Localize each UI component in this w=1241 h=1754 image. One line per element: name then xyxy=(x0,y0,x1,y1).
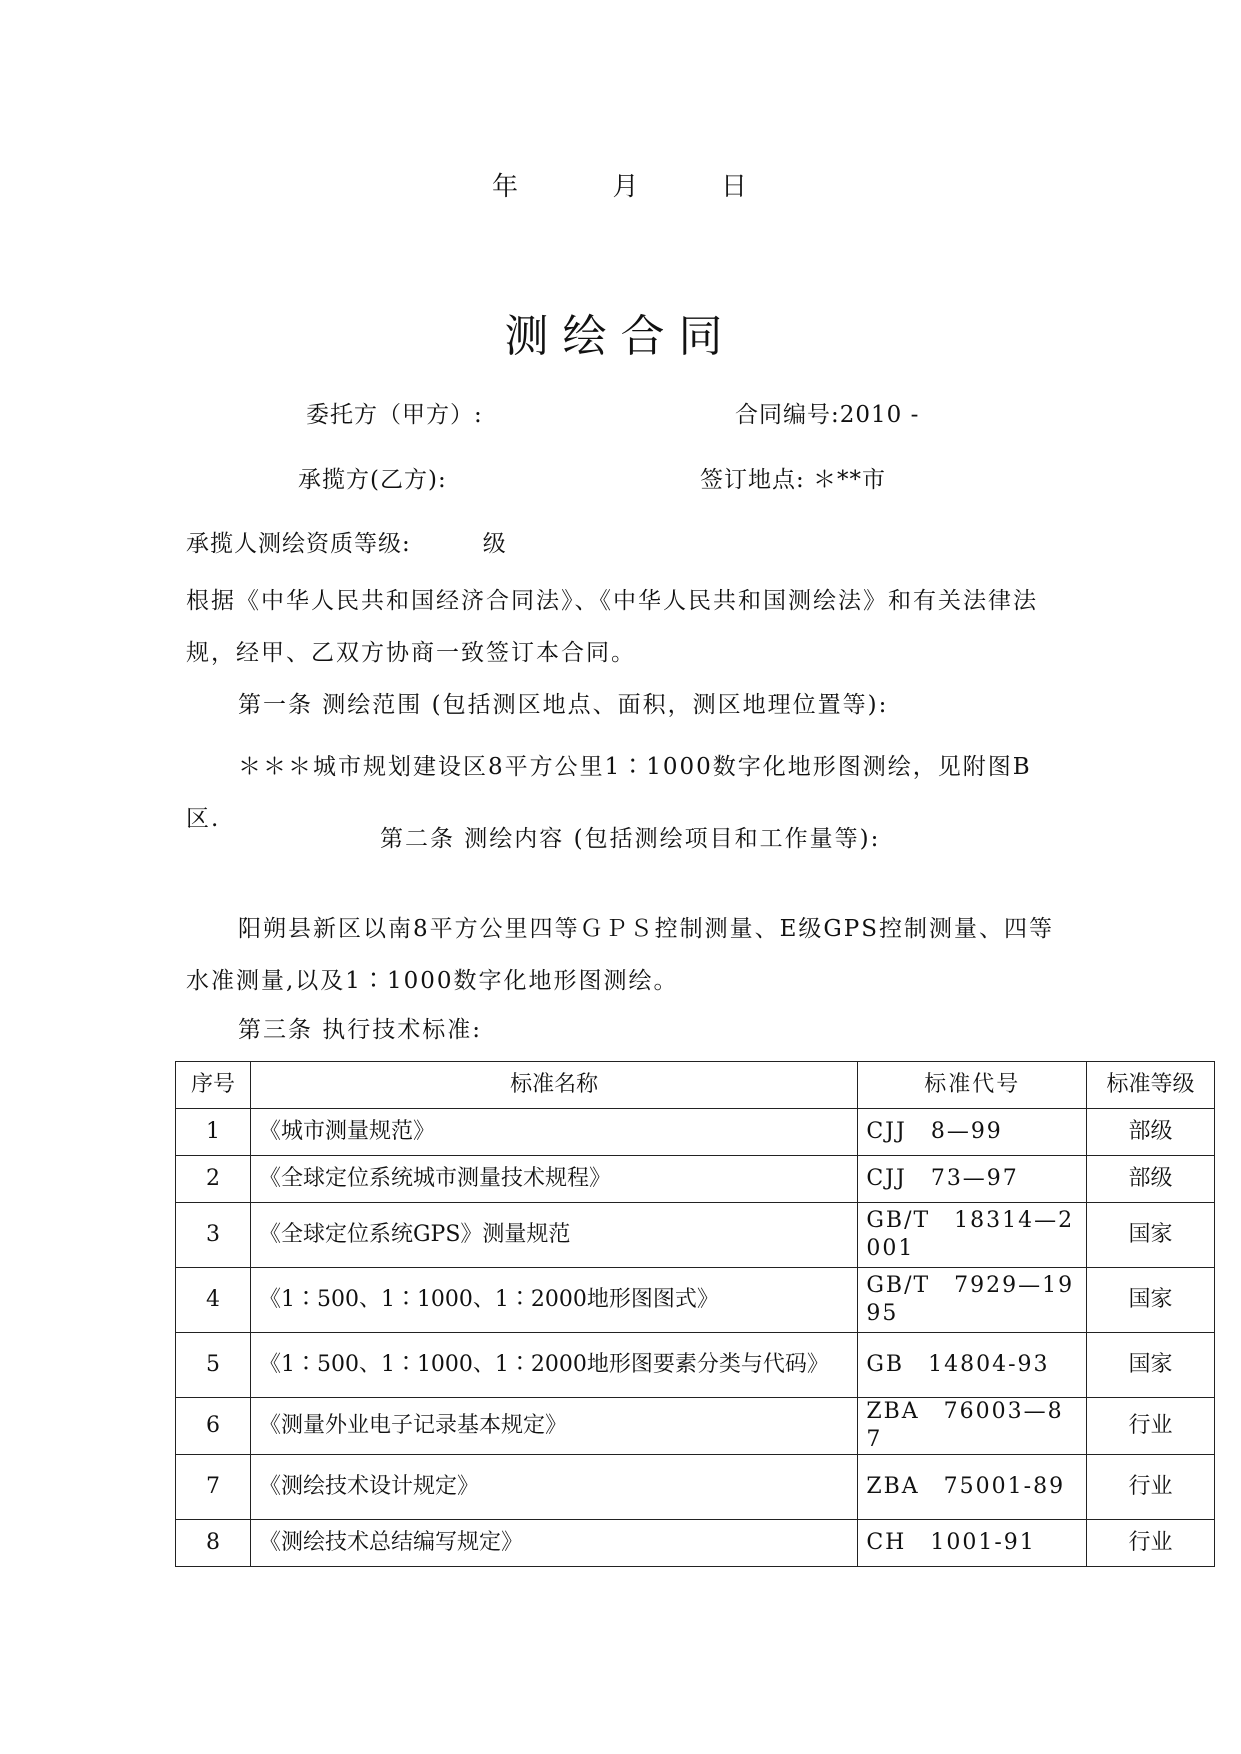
row-code: GB/T 7929—1995 xyxy=(858,1268,1087,1333)
header-code: 标准代号 xyxy=(858,1062,1087,1109)
article-1-title: 第一条 测绘范围 (包括测区地点、面积，测区地理位置等): xyxy=(238,692,889,718)
header-name: 标准名称 xyxy=(250,1062,857,1109)
row-code: GB/T 18314—2001 xyxy=(858,1203,1087,1268)
client-label: 委托方（甲方）: xyxy=(306,402,483,428)
row-no: 8 xyxy=(176,1520,251,1567)
row-level: 部级 xyxy=(1087,1156,1215,1203)
article-2-body: 阳朔县新区以南8平方公里四等ＧＰＳ控制测量、E级GPS控制测量、四等水准测量,以及1∶1000数字化地形图测绘。 xyxy=(186,916,1055,994)
row-code: ZBA 76003—87 xyxy=(858,1398,1087,1455)
row-name: 《测绘技术设计规定》 xyxy=(250,1455,857,1520)
table-row xyxy=(176,1333,1215,1398)
row-name: 《1∶500、1∶1000、1∶2000地形图要素分类与代码》 xyxy=(250,1333,857,1398)
header-level: 标准等级 xyxy=(1087,1062,1215,1109)
table-row xyxy=(176,1268,1215,1333)
row-no: 4 xyxy=(176,1268,251,1333)
table-header-row xyxy=(176,1062,1215,1109)
date-month: 月 xyxy=(612,172,641,202)
row-code: GB 14804-93 xyxy=(858,1333,1087,1398)
row-no: 1 xyxy=(176,1109,251,1156)
row-level: 国家 xyxy=(1087,1333,1215,1398)
row-code: CJJ 8—99 xyxy=(858,1109,1087,1156)
row-level: 行业 xyxy=(1087,1520,1215,1567)
table-row xyxy=(176,1109,1215,1156)
standards-table xyxy=(175,1061,1215,1567)
table-row xyxy=(176,1203,1215,1268)
contract-basis: 根据《中华人民共和国经济合同法》、《中华人民共和国测绘法》和有关法律法规，经甲、乙双方协商一致签订本合同。 xyxy=(186,588,1038,666)
contract-number: 合同编号:2010 - xyxy=(735,402,920,428)
row-no: 7 xyxy=(176,1455,251,1520)
row-name: 《全球定位系统GPS》测量规范 xyxy=(250,1203,857,1268)
row-name: 《城市测量规范》 xyxy=(250,1109,857,1156)
row-code: CJJ 73—97 xyxy=(858,1156,1087,1203)
table-row xyxy=(176,1455,1215,1520)
row-name: 《全球定位系统城市测量技术规程》 xyxy=(250,1156,857,1203)
row-level: 部级 xyxy=(1087,1109,1215,1156)
date-line xyxy=(0,166,1241,203)
table-row xyxy=(176,1156,1215,1203)
row-no: 5 xyxy=(176,1333,251,1398)
row-level: 国家 xyxy=(1087,1268,1215,1333)
date-year: 年 xyxy=(491,172,520,202)
article-2-title: 第二条 测绘内容 (包括测绘项目和工作量等): xyxy=(380,826,881,852)
qualification-level: 承揽人测绘资质等级: 级 xyxy=(186,531,507,557)
row-level: 国家 xyxy=(1087,1203,1215,1268)
row-level: 行业 xyxy=(1087,1398,1215,1455)
contractor-label: 承揽方(乙方): xyxy=(298,467,447,493)
row-name: 《测量外业电子记录基本规定》 xyxy=(250,1398,857,1455)
article-1-body: ＊＊＊城市规划建设区8平方公里1∶1000数字化地形图测绘，见附图B区. xyxy=(186,754,1032,832)
article-3-title: 第三条 执行技术标准: xyxy=(238,1017,483,1043)
row-name: 《测绘技术总结编写规定》 xyxy=(250,1520,857,1567)
row-no: 2 xyxy=(176,1156,251,1203)
document-title: 测绘合同 xyxy=(504,311,737,362)
header-no: 序号 xyxy=(176,1062,251,1109)
row-no: 3 xyxy=(176,1203,251,1268)
row-code: ZBA 75001-89 xyxy=(858,1455,1087,1520)
row-no: 6 xyxy=(176,1398,251,1455)
table-row xyxy=(176,1398,1215,1455)
row-level: 行业 xyxy=(1087,1455,1215,1520)
row-name: 《1∶500、1∶1000、1∶2000地形图图式》 xyxy=(250,1268,857,1333)
table-row xyxy=(176,1520,1215,1567)
date-day: 日 xyxy=(721,172,750,202)
signing-place: 签订地点: ＊**市 xyxy=(700,467,887,493)
row-code: CH 1001-91 xyxy=(858,1520,1087,1567)
